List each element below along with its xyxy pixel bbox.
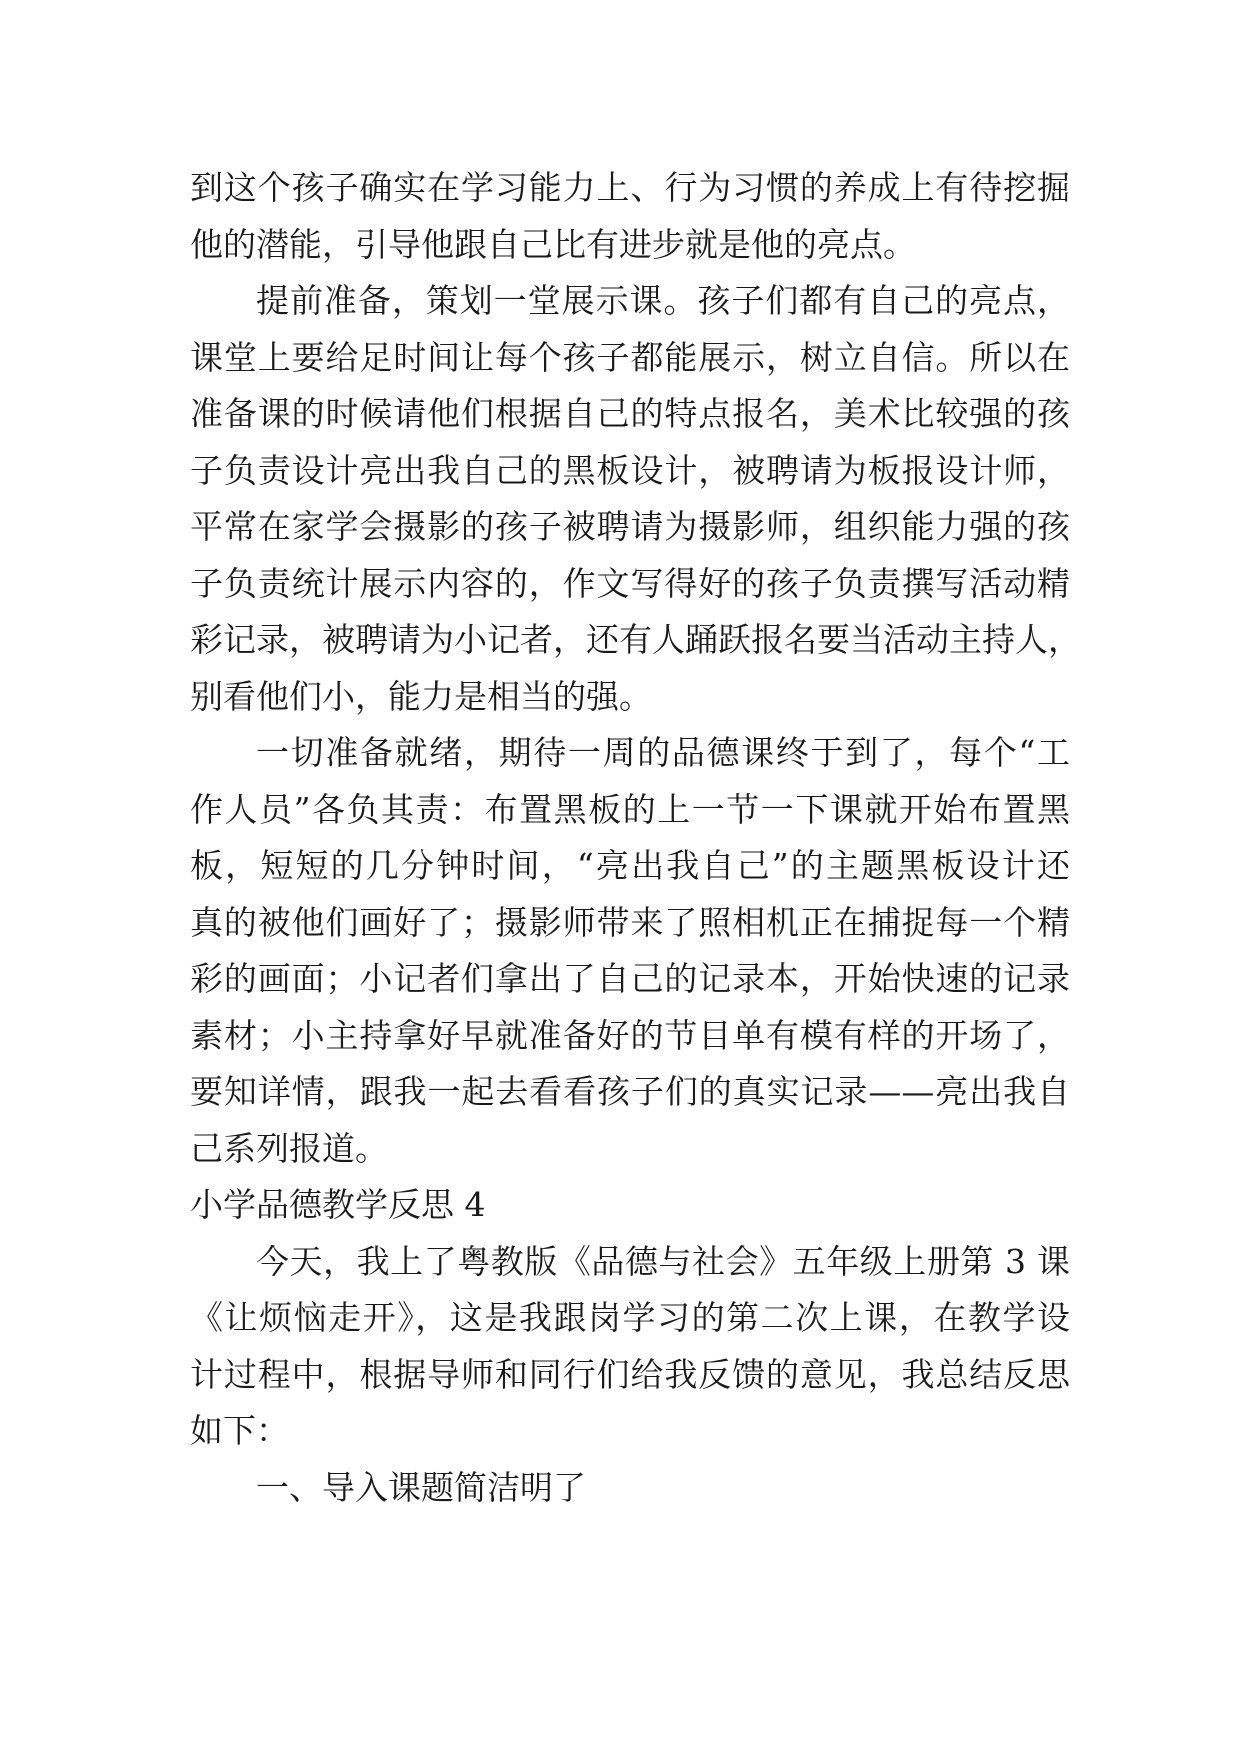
paragraph-line: 子负责统计展示内容的，作文写得好的孩子负责撰写活动精 [190, 563, 1070, 603]
paragraph-line: 计过程中，根据导师和同行们给我反馈的意见，我总结反思 [190, 1354, 1070, 1394]
paragraph-line: 板，短短的几分钟时间，“亮出我自己”的主题黑板设计还 [190, 846, 1070, 885]
paragraph-line: 到这个孩子确实在学习能力上、行为习惯的养成上有待挖掘 [190, 168, 1070, 207]
paragraph-line: 彩的画面；小记者们拿出了自己的记录本，开始快速的记录 [190, 959, 1070, 998]
paragraph-line: 平常在家学会摄影的孩子被聘请为摄影师，组织能力强的孩 [190, 507, 1070, 546]
paragraph-line: 他的潜能，引导他跟自己比有进步就是他的亮点。 [190, 224, 916, 264]
paragraph-line: 准备课的时候请他们根据自己的特点报名，美术比较强的孩 [190, 394, 1070, 433]
paragraph-line: 要知详情，跟我一起去看看孩子们的真实记录——亮出我自 [190, 1072, 1070, 1111]
paragraph-line: 子负责设计亮出我自己的黑板设计，被聘请为板报设计师， [190, 450, 1070, 490]
paragraph-line: 真的被他们画好了；摄影师带来了照相机正在捕捉每一个精 [190, 902, 1070, 942]
paragraph-line: 一切准备就绪，期待一周的品德课终于到了，每个“工 [256, 733, 1070, 772]
paragraph-line: 别看他们小，能力是相当的强。 [190, 676, 652, 716]
section-heading: 小学品德教学反思 4 [190, 1185, 486, 1224]
paragraph-line: 课堂上要给足时间让每个孩子都能展示，树立自信。所以在 [190, 337, 1070, 377]
paragraph-line: 《让烦恼走开》，这是我跟岗学习的第二次上课，在教学设 [190, 1298, 1070, 1337]
document-body [190, 160, 1081, 1516]
paragraph-line: 己系列报道。 [190, 1128, 388, 1168]
paragraph-line: 提前准备，策划一堂展示课。孩子们都有自己的亮点， [256, 281, 1070, 320]
paragraph-line: 作人员”各负其责：布置黑板的上一节一下课就开始布置黑 [190, 789, 1070, 829]
paragraph-line: 素材；小主持拿好早就准备好的节目单有模有样的开场了， [190, 1015, 1070, 1055]
paragraph-line: 如下： [190, 1411, 289, 1450]
subsection-heading: 一、导入课题简洁明了 [256, 1467, 586, 1507]
paragraph-line: 彩记录，被聘请为小记者，还有人踊跃报名要当活动主持人， [190, 620, 1081, 659]
paragraph-line: 今天，我上了粤教版《品德与社会》五年级上册第 3 课 [256, 1241, 1070, 1281]
